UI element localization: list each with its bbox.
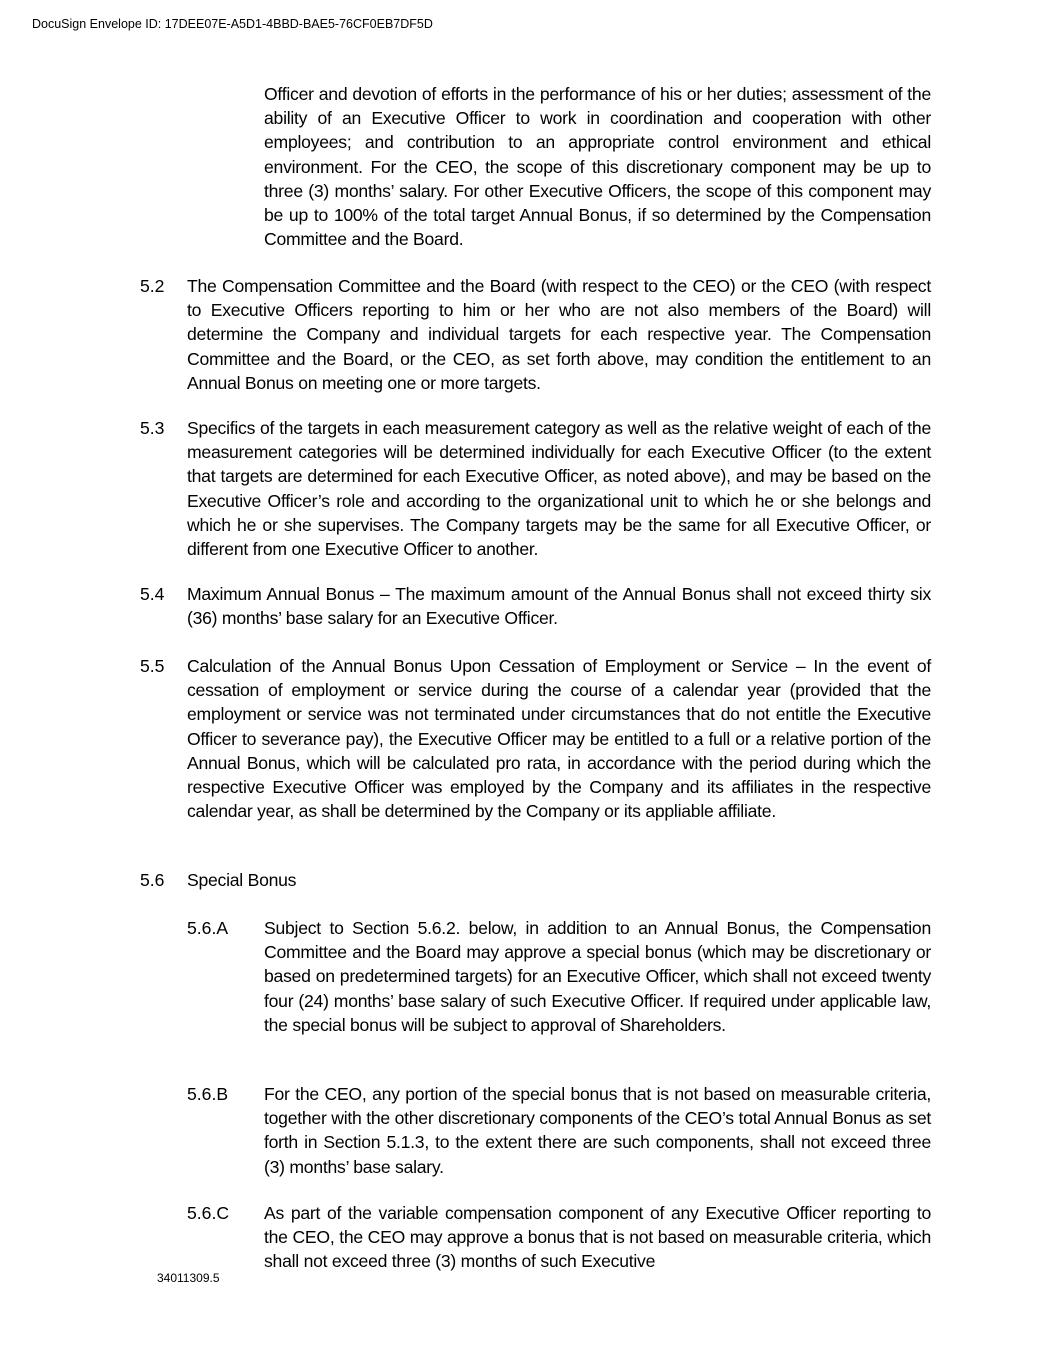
section-number: 5.4 bbox=[140, 584, 165, 604]
section-number: 5.3 bbox=[140, 418, 165, 438]
section-number: 5.5 bbox=[140, 656, 165, 676]
subsection-number: 5.6.A bbox=[187, 918, 229, 938]
section-number: 5.6 bbox=[140, 870, 165, 890]
continuation-paragraph: Officer and devotion of efforts in the performance of his or her duties; assessment of the ability of an Executive Officer to work in coordination and cooperation with other employees; and contribution to an appropriate control environment and ethical environment. For the CEO, the scope of this discretionary component may be up to three (3) months’ salary. For other Executive Officers, the scope of this component may be up to 100% of the total target Annual Bonus, if so determined by the Compensation Committee and the Board. bbox=[264, 84, 931, 250]
subsection-text: As part of the variable compensation component of any Executive Officer reporting to the CEO, the CEO may approve a bonus that is not based on measurable criteria, which shall not exceed three (3) months of such Executive bbox=[264, 1203, 931, 1272]
section-5-4 bbox=[140, 582, 931, 630]
section-number: 5.2 bbox=[140, 276, 165, 296]
subsection-text: For the CEO, any portion of the special bonus that is not based on measurable criteria, together with the other discretionary components of the CEO’s total Annual Bonus as set forth in Section 5.1.3, to the extent there are such components, shall not exceed three (3) months’ base salary. bbox=[264, 1084, 931, 1177]
subsection-text: Subject to Section 5.6.2. below, in addition to an Annual Bonus, the Compensation Committee and the Board may approve a special bonus (which may be discretionary or based on predetermined targets) for an Executive Officer, which shall not exceed twenty four (24) months’ base salary of such Executive Officer. If required under applicable law, the special bonus will be subject to approval of Shareholders. bbox=[264, 918, 931, 1035]
section-5-3 bbox=[140, 416, 931, 561]
section-text: Maximum Annual Bonus – The maximum amount of the Annual Bonus shall not exceed thirty six (36) months’ base salary for an Executive Officer. bbox=[187, 584, 931, 629]
subsection-number: 5.6.B bbox=[187, 1084, 229, 1104]
subsection-5-6-b bbox=[187, 1082, 931, 1179]
section-text: Specifics of the targets in each measurement category as well as the relative weight of each of the measurement categories will be determined individually for each Executive Officer (to the extent that targets are determined for each Executive Officer, as noted above), and may be based on the Executive Officer’s role and according to the organizational unit to which he or she belongs and which he or she supervises. The Company targets may be the same for all Executive Officer, or different from one Executive Officer to another. bbox=[187, 418, 931, 560]
section-5-5 bbox=[140, 654, 931, 823]
subsection-5-6-a bbox=[187, 916, 931, 1037]
section-text: The Compensation Committee and the Board (with respect to the CEO) or the CEO (with respect to Executive Officers reporting to him or her who are not also members of the Board) will determine the Company and individual targets for each respective year. The Compensation Committee and the Board, or the CEO, as set forth above, may condition the entitlement to an Annual Bonus on meeting one or more targets. bbox=[187, 276, 931, 393]
subsection-number: 5.6.C bbox=[187, 1203, 230, 1223]
section-5-2 bbox=[140, 274, 931, 395]
document-number: 34011309.5 bbox=[157, 1271, 220, 1285]
section-text: Calculation of the Annual Bonus Upon Cessation of Employment or Service – In the event of cessation of employment or service during the course of a calendar year (provided that the employment or service was not terminated under circumstances that do not entitle the Executive Officer to severance pay), the Executive Officer may be entitled to a full or a relative portion of the Annual Bonus, which will be calculated pro rata, in accordance with the period during which the respective Executive Officer was employed by the Company and its affiliates in the respective calendar year, as shall be determined by the Company or its appliable affiliate. bbox=[187, 656, 931, 822]
section-heading: Special Bonus bbox=[187, 870, 297, 890]
subsection-5-6-c bbox=[187, 1201, 931, 1274]
docusign-envelope-id: DocuSign Envelope ID: 17DEE07E-A5D1-4BBD-BAE5-76CF0EB7DF5D bbox=[32, 17, 433, 31]
section-5-6 bbox=[140, 868, 931, 892]
